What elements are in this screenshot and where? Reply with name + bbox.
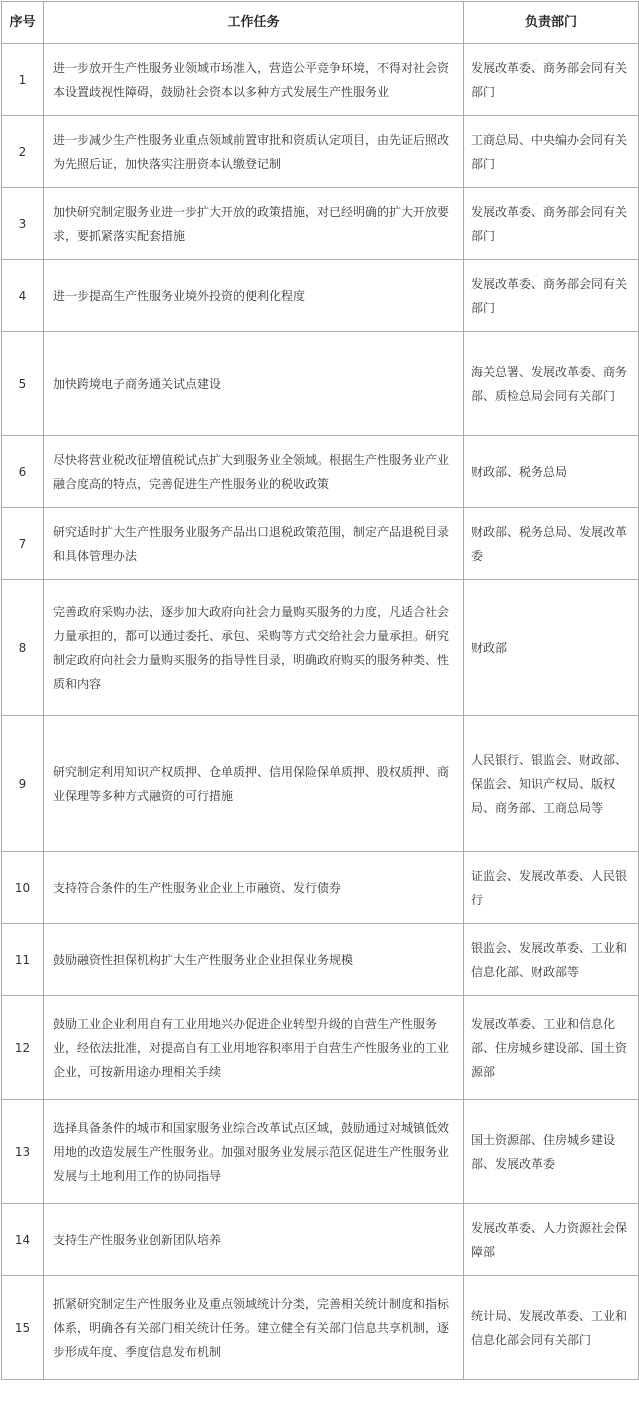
row-task: 完善政府采购办法，逐步加大政府向社会力量购买服务的力度，凡适合社会力量承担的，都可以通过委托、承包、采购等方式交给社会力量承担。研究制定政府向社会力量购买服务的指导性目录，明确政府购买的服务种类、性质和内容 — [44, 580, 464, 716]
table-row — [2, 332, 639, 436]
row-department: 发展改革委、人力资源社会保障部 — [464, 1204, 639, 1276]
row-department: 统计局、发展改革委、工业和信息化部会同有关部门 — [464, 1276, 639, 1380]
table-row — [2, 716, 639, 852]
row-task: 进一步放开生产性服务业领域市场准入，营造公平竞争环境，不得对社会资本设置歧视性障碍，鼓励社会资本以多种方式发展生产性服务业 — [44, 44, 464, 116]
row-task: 尽快将营业税改征增值税试点扩大到服务业全领域。根据生产性服务业产业融合度高的特点，完善促进生产性服务业的税收政策 — [44, 436, 464, 508]
row-department: 海关总署、发展改革委、商务部、质检总局会同有关部门 — [464, 332, 639, 436]
row-number: 14 — [2, 1204, 44, 1276]
header-number: 序号 — [2, 2, 44, 44]
table-row — [2, 1204, 639, 1276]
row-number: 3 — [2, 188, 44, 260]
task-table — [1, 1, 639, 1380]
table-row — [2, 996, 639, 1100]
row-number: 10 — [2, 852, 44, 924]
row-task: 鼓励工业企业利用自有工业用地兴办促进企业转型升级的自营生产性服务业，经依法批准，对提高自有工业用地容积率用于自营生产性服务业的工业企业，可按新用途办理相关手续 — [44, 996, 464, 1100]
row-task: 进一步提高生产性服务业境外投资的便利化程度 — [44, 260, 464, 332]
table-row — [2, 188, 639, 260]
table-row — [2, 924, 639, 996]
header-department: 负责部门 — [464, 2, 639, 44]
row-task: 进一步减少生产性服务业重点领域前置审批和资质认定项目，由先证后照改为先照后证，加快落实注册资本认缴登记制 — [44, 116, 464, 188]
row-number: 1 — [2, 44, 44, 116]
row-number: 2 — [2, 116, 44, 188]
row-department: 发展改革委、工业和信息化部、住房城乡建设部、国土资源部 — [464, 996, 639, 1100]
row-task: 加快研究制定服务业进一步扩大开放的政策措施，对已经明确的扩大开放要求，要抓紧落实配套措施 — [44, 188, 464, 260]
row-department: 人民银行、银监会、财政部、保监会、知识产权局、版权局、商务部、工商总局等 — [464, 716, 639, 852]
row-number: 13 — [2, 1100, 44, 1204]
table-header-row — [2, 2, 639, 44]
row-department: 银监会、发展改革委、工业和信息化部、财政部等 — [464, 924, 639, 996]
row-number: 11 — [2, 924, 44, 996]
row-task: 支持符合条件的生产性服务业企业上市融资、发行债券 — [44, 852, 464, 924]
table-row — [2, 1276, 639, 1380]
row-number: 6 — [2, 436, 44, 508]
row-number: 9 — [2, 716, 44, 852]
row-department: 证监会、发展改革委、人民银行 — [464, 852, 639, 924]
row-department: 财政部 — [464, 580, 639, 716]
row-department: 发展改革委、商务部会同有关部门 — [464, 188, 639, 260]
row-department: 国土资源部、住房城乡建设部、发展改革委 — [464, 1100, 639, 1204]
row-task: 研究制定利用知识产权质押、仓单质押、信用保险保单质押、股权质押、商业保理等多种方式融资的可行措施 — [44, 716, 464, 852]
table-row — [2, 436, 639, 508]
row-task: 支持生产性服务业创新团队培养 — [44, 1204, 464, 1276]
header-task: 工作任务 — [44, 2, 464, 44]
table-row — [2, 580, 639, 716]
row-number: 4 — [2, 260, 44, 332]
row-department: 财政部、税务总局 — [464, 436, 639, 508]
row-number: 7 — [2, 508, 44, 580]
table-row — [2, 44, 639, 116]
row-task: 选择具备条件的城市和国家服务业综合改革试点区域，鼓励通过对城镇低效用地的改造发展生产性服务业。加强对服务业发展示范区促进生产性服务业发展与土地利用工作的协同指导 — [44, 1100, 464, 1204]
row-department: 发展改革委、商务部会同有关部门 — [464, 44, 639, 116]
row-department: 财政部、税务总局、发展改革委 — [464, 508, 639, 580]
row-number: 8 — [2, 580, 44, 716]
row-department: 工商总局、中央编办会同有关部门 — [464, 116, 639, 188]
row-department: 发展改革委、商务部会同有关部门 — [464, 260, 639, 332]
row-number: 12 — [2, 996, 44, 1100]
table-row — [2, 1100, 639, 1204]
row-number: 5 — [2, 332, 44, 436]
row-task: 抓紧研究制定生产性服务业及重点领域统计分类，完善相关统计制度和指标体系，明确各有关部门相关统计任务。建立健全有关部门信息共享机制，逐步形成年度、季度信息发布机制 — [44, 1276, 464, 1380]
row-number: 15 — [2, 1276, 44, 1380]
table-row — [2, 260, 639, 332]
table-row — [2, 508, 639, 580]
row-task: 研究适时扩大生产性服务业服务产品出口退税政策范围，制定产品退税目录和具体管理办法 — [44, 508, 464, 580]
row-task: 鼓励融资性担保机构扩大生产性服务业企业担保业务规模 — [44, 924, 464, 996]
table-row — [2, 852, 639, 924]
row-task: 加快跨境电子商务通关试点建设 — [44, 332, 464, 436]
table-row — [2, 116, 639, 188]
